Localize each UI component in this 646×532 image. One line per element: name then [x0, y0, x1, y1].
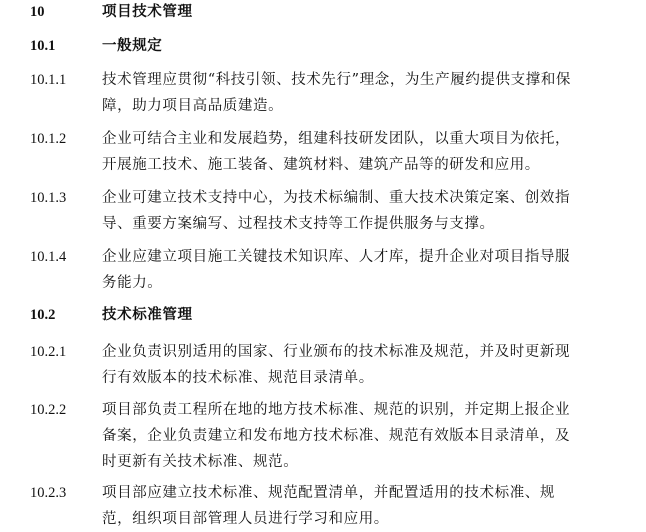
- clause-number: 10.1.2: [30, 131, 67, 147]
- clause-number: 10.1.1: [30, 72, 67, 88]
- heading-number: 10.2: [30, 307, 56, 323]
- clause-number: 10.2.1: [30, 344, 67, 360]
- clause-text: 企业可建立技术支持中心，为技术标编制、重大技术决策定案、创效指导、重要方案编写、过程技术支持等工作提供服务与支撑。: [102, 190, 571, 232]
- clause-text: 企业应建立项目施工关键技术知识库、人才库，提升企业对项目指导服务能力。: [102, 249, 571, 291]
- clause-number: 10.2.3: [30, 485, 67, 501]
- clause-text: 技术管理应贯彻“科技引领、技术先行”理念，为生产履约提供支撑和保障，助力项目高品质建造。: [102, 72, 572, 114]
- heading-text: 项目技术管理: [102, 3, 193, 20]
- heading-text: 技术标准管理: [102, 306, 193, 323]
- heading-number: 10: [30, 4, 45, 20]
- heading-text: 一般规定: [102, 37, 163, 54]
- clause-text: 项目部应建立技术标准、规范配置清单，并配置适用的技术标准、规范，组织项目部管理人员进行学习和应用。: [102, 485, 555, 527]
- clause-text: 企业负责识别适用的国家、行业颁布的技术标准及规范，并及时更新现行有效版本的技术标准、规范目录清单。: [102, 344, 571, 386]
- clause-text: 项目部负责工程所在地的地方技术标准、规范的识别，并定期上报企业备案，企业负责建立和发布地方技术标准、规范有效版本目录清单，及时更新有关技术标准、规范。: [102, 402, 571, 470]
- clause-number: 10.1.4: [30, 249, 67, 265]
- clause-number: 10.2.2: [30, 402, 67, 418]
- clause-text: 企业可结合主业和发展趋势，组建科技研发团队，以重大项目为依托，开展施工技术、施工装备、建筑材料、建筑产品等的研发和应用。: [102, 131, 571, 173]
- heading-number: 10.1: [30, 38, 56, 54]
- clause-number: 10.1.3: [30, 190, 67, 206]
